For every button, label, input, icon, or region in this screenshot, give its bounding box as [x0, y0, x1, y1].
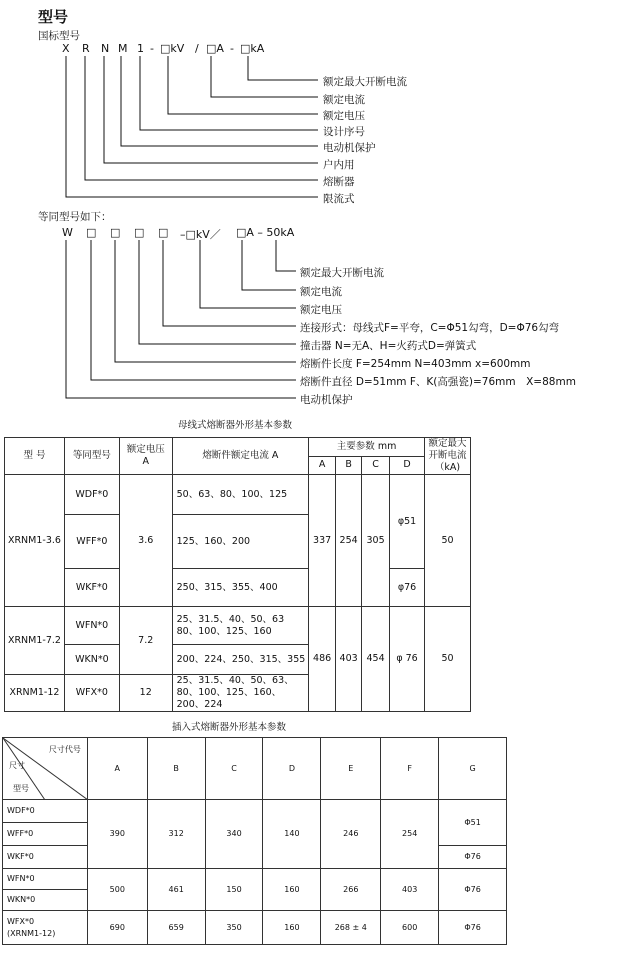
legend-item: 额定最大开断电流: [323, 76, 407, 88]
cell-c: 454: [362, 607, 390, 712]
header-d: D: [390, 456, 425, 475]
connector-line: [168, 56, 318, 114]
col-header: D: [263, 738, 321, 800]
code-char: □: [86, 226, 97, 239]
cell-voltage: 3.6: [119, 475, 172, 607]
cell-e: 246: [321, 800, 381, 869]
cell-d: 160: [263, 911, 321, 945]
cell-equiv: WFN*0: [64, 607, 119, 645]
busbar-fuse-table: [4, 437, 471, 712]
cell-current: 25、31.5、40、50、63 80、100、125、160: [172, 607, 309, 645]
cell-g: Φ76: [439, 869, 507, 911]
cell-d: 140: [263, 800, 321, 869]
cell-f: 600: [381, 911, 439, 945]
legend-item: 电动机保护: [300, 394, 353, 406]
row-model-name: WFX*0: [7, 916, 35, 926]
code-char: □kV: [160, 42, 185, 55]
code-char: □A: [206, 42, 224, 55]
legend-item: 额定电流: [300, 286, 342, 298]
cell-model: XRNM1-12: [5, 675, 65, 712]
header-voltage-unit: A: [142, 456, 149, 467]
cell-g: Φ51: [439, 800, 507, 846]
code-char: X: [62, 42, 70, 55]
legend-item: 熔断件长度 F=254mm N=403mm x=600mm: [300, 358, 531, 370]
cell-equiv: WKN*0: [64, 645, 119, 675]
cell-b: 403: [336, 607, 362, 712]
header-current: 熔断件额定电流 A: [172, 438, 309, 475]
connector-line: [211, 56, 318, 97]
code-char: □kA: [240, 42, 265, 55]
cell-a: 337: [309, 475, 336, 607]
cell-g: Φ76: [439, 911, 507, 945]
row-model: [3, 911, 88, 945]
header-breaking: 额定最大开断电流（kA): [425, 438, 471, 475]
legend-item: 额定电压: [300, 304, 342, 316]
table1-caption: 母线式熔断器外形基本参数: [178, 420, 293, 431]
row-model: WDF*0: [3, 800, 88, 823]
legend-item: 额定最大开断电流: [300, 267, 384, 279]
code-char: □: [134, 226, 145, 239]
cell-b: 659: [147, 911, 205, 945]
cell-c: 340: [205, 800, 263, 869]
col-header: A: [87, 738, 147, 800]
table2-caption: 插入式熔断器外形基本参数: [172, 722, 287, 733]
corner-size: 尺寸: [9, 761, 25, 770]
cell-b: 254: [336, 475, 362, 607]
cell-b: 461: [147, 869, 205, 911]
row-model: WKN*0: [3, 890, 88, 911]
connector-line: [66, 240, 296, 398]
code-char: □A – 50kA: [236, 226, 295, 239]
cell-e: 266: [321, 869, 381, 911]
code-char: M: [118, 42, 128, 55]
cell-current: 25、31.5、40、50、63、80、100、125、160、200、224: [172, 675, 309, 712]
header-model: 型 号: [5, 438, 65, 475]
page-title: 型号: [38, 8, 69, 26]
cell-current: 250、315、355、400: [172, 569, 309, 607]
cell-model: XRNM1-7.2: [5, 607, 65, 675]
connector-line: [248, 56, 318, 80]
col-header: C: [205, 738, 263, 800]
col-header: G: [439, 738, 507, 800]
cell-a: 390: [87, 800, 147, 869]
code-char: /: [195, 42, 199, 55]
cell-voltage: 7.2: [119, 607, 172, 675]
national-label: 国标型号: [38, 30, 80, 42]
cell-equiv: WKF*0: [64, 569, 119, 607]
code-char: □: [158, 226, 169, 239]
code-char: -: [230, 42, 234, 55]
header-main: 主要参数 mm: [309, 438, 425, 457]
cell-current: 125、160、200: [172, 515, 309, 569]
row-model: WFN*0: [3, 869, 88, 890]
cell-f: 403: [381, 869, 439, 911]
code-char: W: [62, 226, 73, 239]
code-char: R: [82, 42, 90, 55]
header-voltage-label: 额定电压: [126, 444, 165, 455]
legend-item: 电动机保护: [323, 142, 376, 154]
row-model: WKF*0: [3, 846, 88, 869]
legend-item: 设计序号: [323, 126, 365, 138]
cell-c: 150: [205, 869, 263, 911]
connector-line: [242, 240, 296, 290]
header-voltage: [119, 438, 172, 475]
corner-model: 型号: [13, 784, 29, 793]
corner-header: [3, 738, 88, 800]
col-header: E: [321, 738, 381, 800]
cell-current: 200、224、250、315、355: [172, 645, 309, 675]
cell-breaking: 50: [425, 607, 471, 712]
cell-d: φ51: [390, 475, 425, 569]
cell-d: φ76: [390, 569, 425, 607]
cell-equiv: WDF*0: [64, 475, 119, 515]
cell-a: 690: [87, 911, 147, 945]
header-c: C: [362, 456, 390, 475]
cell-a: 500: [87, 869, 147, 911]
connector-line: [85, 56, 318, 180]
legend-item: 连接形式：母线式F=平夸，C=Φ51勾弯，D=Φ76勾弯: [300, 322, 560, 334]
col-header: B: [147, 738, 205, 800]
legend-item: 熔断器: [323, 176, 355, 188]
connector-line: [91, 240, 296, 380]
code-char: –□kV／: [180, 228, 221, 241]
cell-a: 486: [309, 607, 336, 712]
row-model: WFF*0: [3, 823, 88, 846]
connector-line: [200, 240, 296, 308]
connector-line: [276, 240, 296, 271]
cell-current: 50、63、80、100、125: [172, 475, 309, 515]
legend-item: 撞击器 N=无A、H=火药式D=弹簧式: [300, 340, 477, 352]
row-model-alt: (XRNM1-12): [7, 928, 56, 938]
cell-breaking: 50: [425, 475, 471, 607]
code-char: -: [150, 42, 154, 55]
cell-g: Φ76: [439, 846, 507, 869]
cell-voltage: 12: [119, 675, 172, 712]
connector-lines: [0, 0, 617, 420]
cell-equiv: WFF*0: [64, 515, 119, 569]
cell-model: XRNM1-3.6: [5, 475, 65, 607]
legend-item: 额定电压: [323, 110, 365, 122]
col-header: F: [381, 738, 439, 800]
connector-line: [121, 56, 318, 146]
header-equiv: 等同型号: [64, 438, 119, 475]
code-char: N: [101, 42, 110, 55]
cell-d: 160: [263, 869, 321, 911]
cell-b: 312: [147, 800, 205, 869]
cell-e: 268 ± 4: [321, 911, 381, 945]
cell-f: 254: [381, 800, 439, 869]
header-b: B: [336, 456, 362, 475]
plugin-fuse-table: [2, 737, 507, 945]
corner-size-code: 尺寸代号: [48, 745, 81, 754]
cell-c: 305: [362, 475, 390, 607]
code-char: 1: [137, 42, 144, 55]
legend-item: 限流式: [323, 193, 355, 205]
legend-item: 户内用: [323, 159, 355, 171]
cell-c: 350: [205, 911, 263, 945]
connector-line: [140, 56, 318, 130]
header-a: A: [309, 456, 336, 475]
legend-item: 额定电流: [323, 94, 365, 106]
cell-equiv: WFX*0: [64, 675, 119, 712]
cell-d: φ 76: [390, 607, 425, 712]
equivalent-label: 等同型号如下：: [38, 211, 112, 223]
code-char: □: [110, 226, 121, 239]
legend-item: 熔断件直径 D=51mm F、K(高强瓷)=76mm X=88mm: [300, 376, 576, 388]
